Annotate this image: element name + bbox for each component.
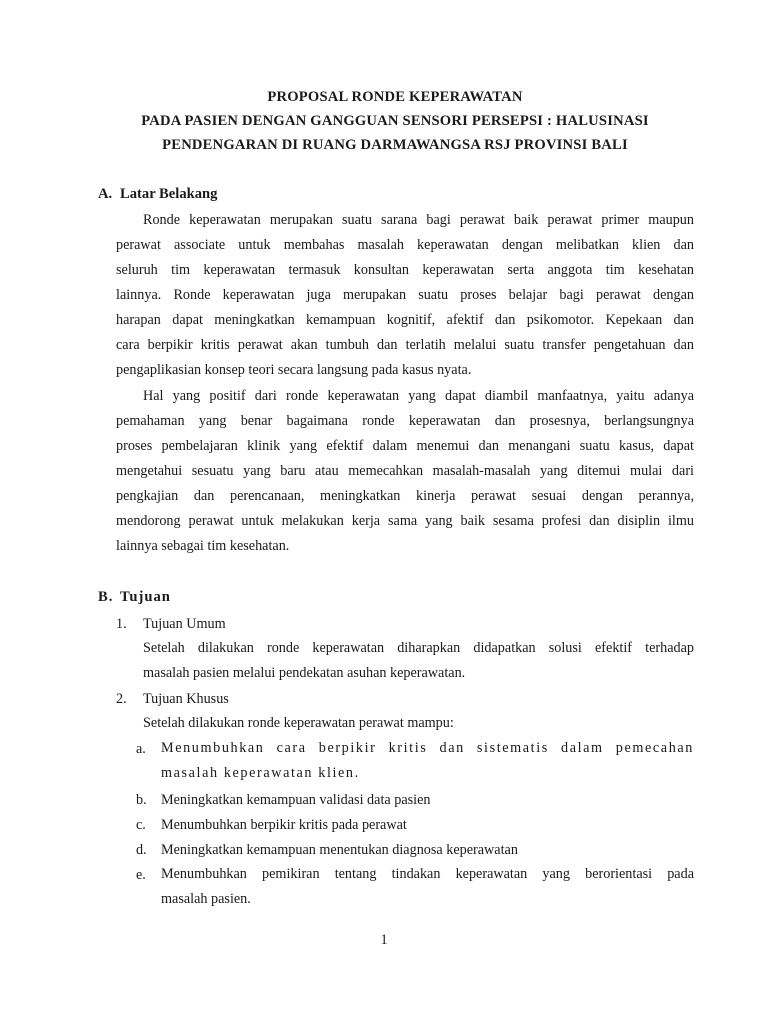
- subitem-e-letter: e.: [136, 867, 146, 883]
- subitem-c-text: Menumbuhkan berpikir kritis pada perawat: [161, 817, 407, 833]
- paragraph-1: [116, 208, 694, 383]
- paragraph-2-line: mengetahui sesuatu yang baru atau memecahkan masalah-masalah yang ditemui mulai dari: [116, 463, 694, 479]
- paragraph-2-line: lainnya sebagai tim kesehatan.: [116, 538, 290, 554]
- list-item-1-line: masalah pasien melalui pendekatan asuhan keperawatan.: [143, 665, 466, 681]
- paragraph-2-line: mendorong perawat untuk melakukan kerja sama yang baik sesama profesi dan disiplin ilmu: [116, 513, 694, 529]
- subitem-e-line: masalah pasien.: [161, 891, 251, 907]
- subitem-b-text: Meningkatkan kemampuan validasi data pasien: [161, 792, 431, 808]
- paragraph-1-line: lainnya. Ronde keperawatan juga merupakan suatu proses belajar bagi perawat dengan: [116, 287, 694, 303]
- list-item-2-number: 2.: [116, 691, 127, 707]
- paragraph-1-line: seluruh tim keperawatan termasuk konsultan keperawatan serta anggota tim kesehatan: [116, 262, 694, 278]
- paragraph-2-line: pemahaman yang benar bagaimana ronde keperawatan dan prosesnya, berlangsungnya: [116, 413, 694, 429]
- subitem-c-letter: c.: [136, 817, 146, 833]
- list-item-1-text: [143, 636, 694, 686]
- paragraph-1-line: cara berpikir kritis perawat akan tumbuh dan terlatih melalui suatu transfer pengetahuan dan: [116, 337, 694, 353]
- subitem-e-line: Menumbuhkan pemikiran tentang tindakan keperawatan yang berorientasi pada: [161, 866, 694, 882]
- paragraph-1-line: pengaplikasian konsep teori secara langsung pada kasus nyata.: [116, 362, 472, 378]
- section-a-heading: [98, 186, 217, 203]
- subitem-a-line: Menumbuhkan cara berpikir kritis dan sistematis dalam pemecahan: [161, 740, 694, 756]
- paragraph-2: [116, 384, 694, 559]
- paragraph-1-line: harapan dapat meningkatkan kemampuan kognitif, afektif dan psikomotor. Kepekaan dan: [116, 312, 694, 328]
- section-b-heading: [98, 589, 171, 606]
- paragraph-2-line: pengkajian dan perencanaan, meningkatkan kinerja perawat sesuai dengan perannya,: [116, 488, 694, 504]
- title-line-2: PADA PASIEN DENGAN GANGGUAN SENSORI PERSEPSI : HALUSINASI: [141, 113, 649, 129]
- list-item-1-title: Tujuan Umum: [143, 616, 226, 632]
- subitem-b-letter: b.: [136, 792, 147, 808]
- subitem-e-text: [161, 862, 694, 912]
- paragraph-2-line: proses pembelajaran klinik yang efektif dalam menemui dan menangani suatu kasus, dapat: [116, 438, 694, 454]
- paragraph-1-line: perawat associate untuk membahas masalah keperawatan dengan melibatkan klien dan: [116, 237, 694, 253]
- subitem-d-letter: d.: [136, 842, 147, 858]
- subitem-d-text: Meningkatkan kemampuan menentukan diagnosa keperawatan: [161, 842, 518, 858]
- section-b-title: Tujuan: [120, 589, 171, 605]
- subitem-a-letter: a.: [136, 741, 146, 757]
- list-item-1-line: Setelah dilakukan ronde keperawatan diharapkan didapatkan solusi efektif terhadap: [143, 640, 694, 656]
- page-number: 1: [380, 932, 388, 948]
- subitem-a-text: [161, 736, 694, 786]
- document-title: [96, 85, 694, 157]
- paragraph-1-line: Ronde keperawatan merupakan suatu sarana bagi perawat baik perawat primer maupun: [143, 212, 694, 228]
- section-b-letter: B.: [98, 589, 114, 605]
- title-line-1: PROPOSAL RONDE KEPERAWATAN: [267, 89, 523, 105]
- list-item-2-title: Tujuan Khusus: [143, 691, 229, 707]
- list-item-2-intro: Setelah dilakukan ronde keperawatan perawat mampu:: [143, 715, 454, 731]
- list-item-1-number: 1.: [116, 616, 127, 632]
- title-line-3: PENDENGARAN DI RUANG DARMAWANGSA RSJ PROVINSI BALI: [162, 137, 628, 153]
- section-a-title: Latar Belakang: [120, 186, 218, 202]
- section-a-letter: A.: [98, 186, 113, 202]
- subitem-a-line: masalah keperawatan klien.: [161, 765, 360, 781]
- paragraph-2-line: Hal yang positif dari ronde keperawatan yang dapat diambil manfaatnya, yaitu adanya: [143, 388, 694, 404]
